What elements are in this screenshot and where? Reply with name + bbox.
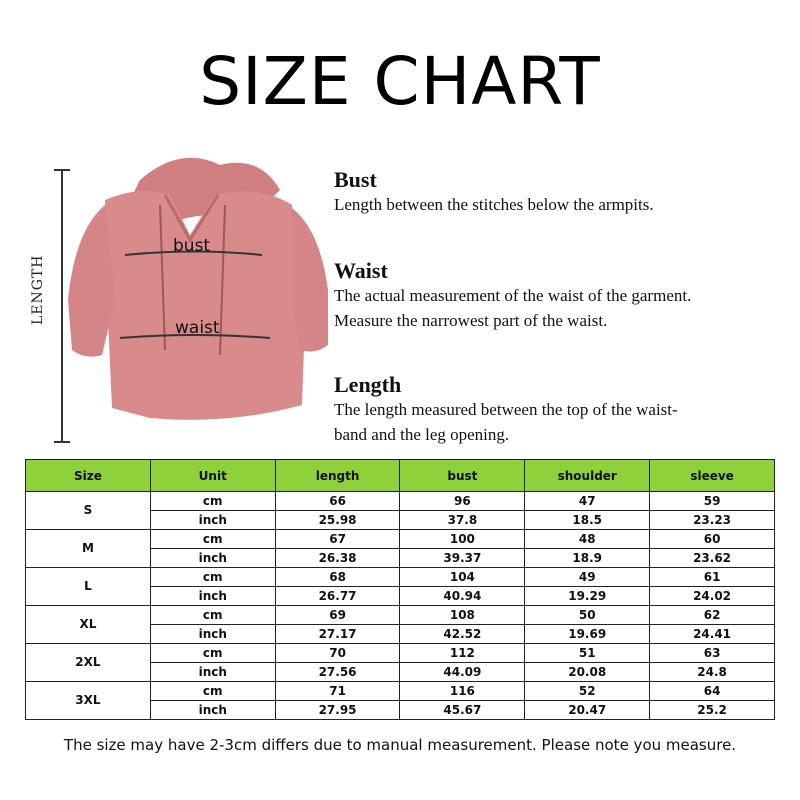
length-heading: Length xyxy=(334,372,402,397)
value-cell: 100 xyxy=(400,530,525,549)
value-cell: 68 xyxy=(275,568,400,587)
unit-cell: inch xyxy=(150,587,275,606)
value-cell: 24.02 xyxy=(650,587,775,606)
value-cell: 27.17 xyxy=(275,625,400,644)
length-text-line: The length measured between the top of the waist- xyxy=(334,400,678,419)
unit-cell: cm xyxy=(150,530,275,549)
waist-label: waist xyxy=(175,318,220,338)
body-shape xyxy=(105,191,305,420)
bust-text-line: Length between the stitches below the armpits. xyxy=(334,195,654,214)
size-cell: L xyxy=(26,568,151,606)
value-cell: 19.69 xyxy=(525,625,650,644)
value-cell: 26.38 xyxy=(275,549,400,568)
value-cell: 51 xyxy=(525,644,650,663)
value-cell: 42.52 xyxy=(400,625,525,644)
unit-cell: inch xyxy=(150,549,275,568)
length-measure-bar xyxy=(54,170,70,442)
unit-cell: cm xyxy=(150,492,275,511)
value-cell: 26.77 xyxy=(275,587,400,606)
value-cell: 19.29 xyxy=(525,587,650,606)
waist-text-line: Measure the narrowest part of the waist. xyxy=(334,311,608,330)
value-cell: 20.08 xyxy=(525,663,650,682)
value-cell: 39.37 xyxy=(400,549,525,568)
size-cell: M xyxy=(26,530,151,568)
value-cell: 71 xyxy=(275,682,400,701)
value-cell: 69 xyxy=(275,606,400,625)
value-cell: 23.23 xyxy=(650,511,775,530)
value-cell: 66 xyxy=(275,492,400,511)
header-bust: bust xyxy=(400,460,525,492)
value-cell: 63 xyxy=(650,644,775,663)
length-text-line: band and the leg opening. xyxy=(334,425,510,444)
page-title: SIZE CHART xyxy=(199,43,601,120)
table-row xyxy=(26,492,775,511)
value-cell: 47 xyxy=(525,492,650,511)
value-cell: 37.8 xyxy=(400,511,525,530)
table-row xyxy=(26,530,775,549)
value-cell: 59 xyxy=(650,492,775,511)
value-cell: 61 xyxy=(650,568,775,587)
value-cell: 116 xyxy=(400,682,525,701)
value-cell: 52 xyxy=(525,682,650,701)
unit-cell: inch xyxy=(150,701,275,720)
size-cell: 2XL xyxy=(26,644,151,682)
value-cell: 44.09 xyxy=(400,663,525,682)
unit-cell: cm xyxy=(150,644,275,663)
bust-heading: Bust xyxy=(334,167,377,192)
bust-label: bust xyxy=(173,236,211,256)
size-cell: XL xyxy=(26,606,151,644)
value-cell: 27.56 xyxy=(275,663,400,682)
value-cell: 18.9 xyxy=(525,549,650,568)
value-cell: 27.95 xyxy=(275,701,400,720)
waist-description xyxy=(334,259,691,333)
waist-heading: Waist xyxy=(334,258,388,283)
value-cell: 45.67 xyxy=(400,701,525,720)
table-row xyxy=(26,606,775,625)
unit-cell: inch xyxy=(150,625,275,644)
value-cell: 49 xyxy=(525,568,650,587)
unit-cell: cm xyxy=(150,606,275,625)
unit-cell: cm xyxy=(150,568,275,587)
value-cell: 25.98 xyxy=(275,511,400,530)
value-cell: 67 xyxy=(275,530,400,549)
value-cell: 108 xyxy=(400,606,525,625)
unit-cell: cm xyxy=(150,682,275,701)
bust-description xyxy=(334,168,654,217)
header-length: length xyxy=(275,460,400,492)
length-label: LENGTH xyxy=(30,254,46,325)
table-row xyxy=(26,644,775,663)
value-cell: 18.5 xyxy=(525,511,650,530)
table-row xyxy=(26,682,775,701)
size-cell: 3XL xyxy=(26,682,151,720)
value-cell: 40.94 xyxy=(400,587,525,606)
value-cell: 24.41 xyxy=(650,625,775,644)
table-header-row xyxy=(26,460,775,492)
value-cell: 104 xyxy=(400,568,525,587)
length-description xyxy=(334,373,678,447)
value-cell: 112 xyxy=(400,644,525,663)
table-row xyxy=(26,568,775,587)
unit-cell: inch xyxy=(150,663,275,682)
header-sleeve: sleeve xyxy=(650,460,775,492)
value-cell: 64 xyxy=(650,682,775,701)
header-unit: Unit xyxy=(150,460,275,492)
size-cell: S xyxy=(26,492,151,530)
value-cell: 25.2 xyxy=(650,701,775,720)
value-cell: 50 xyxy=(525,606,650,625)
value-cell: 96 xyxy=(400,492,525,511)
header-size: Size xyxy=(26,460,151,492)
value-cell: 60 xyxy=(650,530,775,549)
value-cell: 48 xyxy=(525,530,650,549)
size-table xyxy=(25,459,775,720)
footnote: The size may have 2-3cm differs due to manual measurement. Please note you measure. xyxy=(63,736,737,754)
value-cell: 23.62 xyxy=(650,549,775,568)
value-cell: 24.8 xyxy=(650,663,775,682)
header-shoulder: shoulder xyxy=(525,460,650,492)
hoodie-figure xyxy=(30,150,330,450)
value-cell: 70 xyxy=(275,644,400,663)
value-cell: 62 xyxy=(650,606,775,625)
unit-cell: inch xyxy=(150,511,275,530)
right-sleeve-shape xyxy=(292,208,328,352)
waist-text-line: The actual measurement of the waist of the garment. xyxy=(334,286,692,305)
value-cell: 20.47 xyxy=(525,701,650,720)
